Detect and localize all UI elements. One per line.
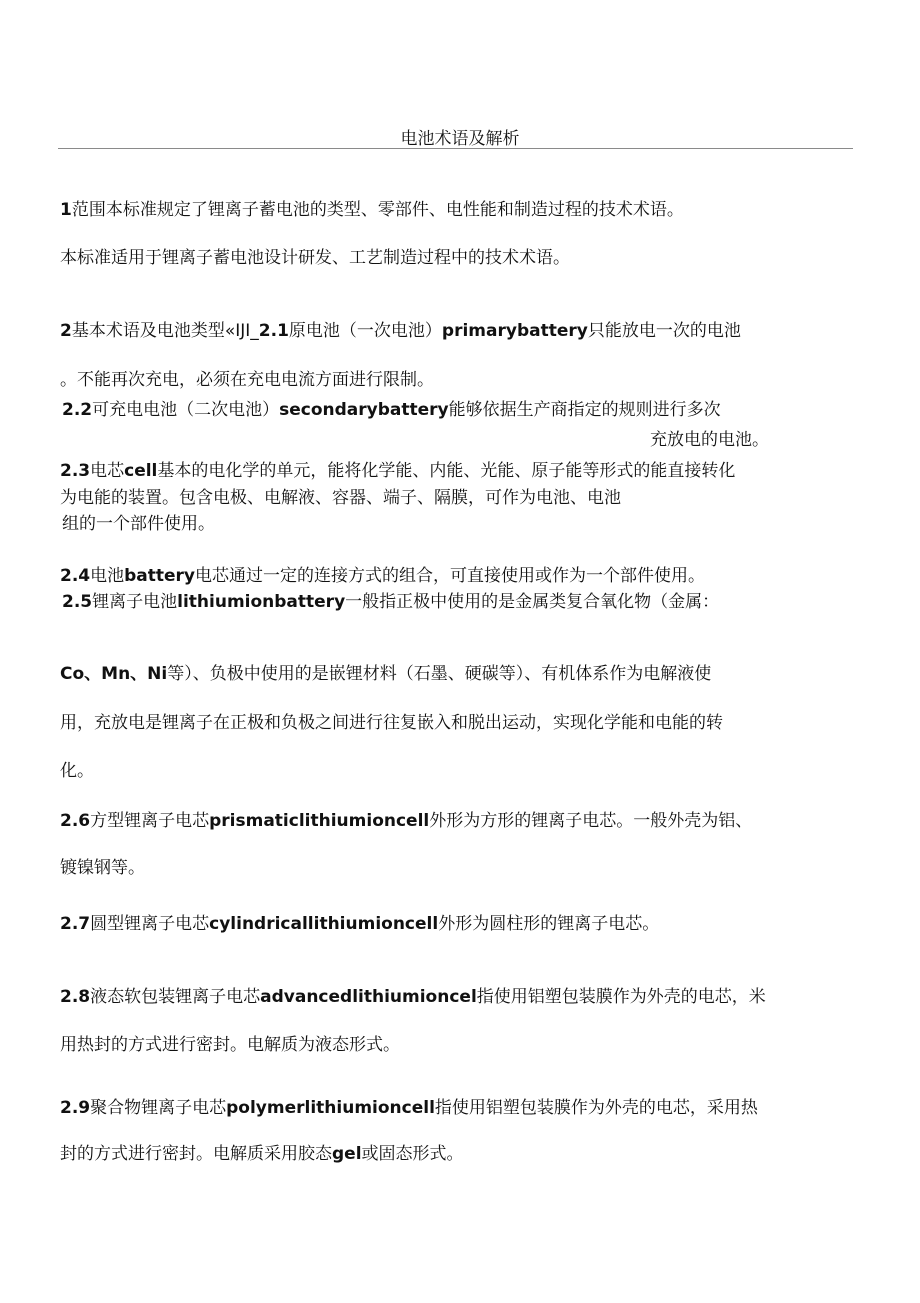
paragraph-2-9	[60, 1093, 758, 1118]
section-number: 2.2	[62, 400, 93, 420]
english-term: Co、Mn、Ni	[60, 664, 168, 684]
paragraph-text: 一般指正极中使用的是金属类复合氧化物（金属：	[345, 592, 720, 612]
section-number: 2.6	[60, 811, 91, 831]
section-number: 2.8	[60, 987, 91, 1007]
paragraph-2-3-cont: 为电能的装置。包含电极、电解液、容器、端子、隔膜，可作为电池、电池	[60, 488, 621, 508]
english-term: gel	[332, 1144, 362, 1164]
paragraph-text: 范围本标准规定了锂离子蓄电池的类型、零部件、电性能和制造过程的技术术语。	[71, 200, 684, 220]
paragraph-2-5	[62, 587, 719, 612]
paragraph-text: 液态软包装锂离子电芯	[90, 987, 261, 1007]
paragraph-text: 电池	[90, 566, 125, 586]
section-number: 1	[60, 200, 72, 220]
paragraph-text: 原电池（一次电池）	[288, 321, 442, 341]
paragraph-text: 封的方式进行密封。电解质采用胶态	[60, 1144, 332, 1164]
paragraph-2-5-cont3: 化。	[60, 761, 94, 781]
paragraph-text: 或固态形式。	[361, 1144, 464, 1164]
paragraph-text: 圆型锂离子电芯	[90, 914, 210, 934]
paragraph-2-3-cont2: 组的一个部件使用。	[62, 514, 215, 534]
english-term: cell	[124, 461, 158, 481]
paragraph-text: JI_	[240, 321, 259, 341]
paragraph-2	[60, 316, 741, 341]
paragraph-2-2	[62, 395, 721, 420]
english-term: polymerlithiumioncell	[226, 1098, 435, 1118]
english-term: primarybattery	[441, 321, 588, 341]
title-divider	[58, 148, 853, 149]
paragraph-text: 基本的电化学的单元，能将化学能、内能、光能、原子能等形式的能直接转化	[157, 461, 736, 481]
paragraph-2-5-cont2: 用，充放电是锂离子在正极和负极之间进行往复嵌入和脱出运动，实现化学能和电能的转	[60, 713, 723, 733]
page-title: 电池术语及解析	[400, 129, 520, 149]
paragraph-text: 指使用铝塑包装膜作为外壳的电芯，米	[476, 987, 766, 1007]
paragraph-text: 基本术语及电池类型«I	[71, 321, 241, 341]
paragraph-2-cont: 。不能再次充电，必须在充电电流方面进行限制。	[60, 370, 434, 390]
paragraph-2-4	[60, 561, 705, 586]
section-number: 2	[60, 321, 72, 341]
paragraph-2-6	[60, 806, 752, 831]
section-number: 2.7	[60, 914, 91, 934]
paragraph-text: 可充电电池（二次电池）	[92, 400, 280, 420]
section-number: 2.3	[60, 461, 91, 481]
paragraph-2-6-cont: 镀镍钢等。	[60, 858, 145, 878]
section-number: 2.1	[258, 321, 289, 341]
paragraph-text: 方型锂离子电芯	[90, 811, 210, 831]
paragraph-text: 能够依据生产商指定的规则进行多次	[448, 400, 721, 420]
paragraph-text: 聚合物锂离子电芯	[90, 1098, 227, 1118]
paragraph-text: 外形为圆柱形的锂离子电芯。	[438, 914, 660, 934]
paragraph-2-8-cont: 用热封的方式进行密封。电解质为液态形式。	[60, 1035, 400, 1055]
english-term: cylindricallithiumioncell	[209, 914, 439, 934]
paragraph-text: 外形为方形的锂离子电芯。一般外壳为铝、	[429, 811, 753, 831]
english-term: lithiumionbattery	[177, 592, 346, 612]
paragraph-2-9-cont	[60, 1139, 464, 1164]
paragraph-text: 锂离子电池	[92, 592, 178, 612]
english-term: advancedlithiumioncel	[260, 987, 477, 1007]
paragraph-2-3	[60, 456, 735, 481]
paragraph-text: 指使用铝塑包装膜作为外壳的电芯，采用热	[434, 1098, 758, 1118]
section-number: 2.5	[62, 592, 93, 612]
paragraph-text: 电芯通过一定的连接方式的组合，可直接使用或作为一个部件使用。	[195, 566, 706, 586]
english-term: battery	[124, 566, 196, 586]
paragraph-2-5-cont	[60, 659, 711, 684]
paragraph-2-8	[60, 982, 766, 1007]
paragraph-text: 电芯	[90, 461, 125, 481]
section-number: 2.9	[60, 1098, 91, 1118]
english-term: prismaticlithiumioncell	[209, 811, 430, 831]
paragraph-text: 只能放电一次的电池	[587, 321, 741, 341]
english-term: secondarybattery	[279, 400, 449, 420]
section-number: 2.4	[60, 566, 91, 586]
paragraph-2-2-cont: 充放电的电池。	[650, 430, 769, 450]
paragraph-1	[60, 195, 684, 220]
paragraph-2-7	[60, 909, 659, 934]
paragraph-text: 等）、负极中使用的是嵌锂材料（石墨、硬碳等）、有机体系作为电解液使	[167, 664, 712, 684]
paragraph-1-cont: 本标准适用于锂离子蓄电池设计研发、工艺制造过程中的技术术语。	[60, 248, 570, 268]
